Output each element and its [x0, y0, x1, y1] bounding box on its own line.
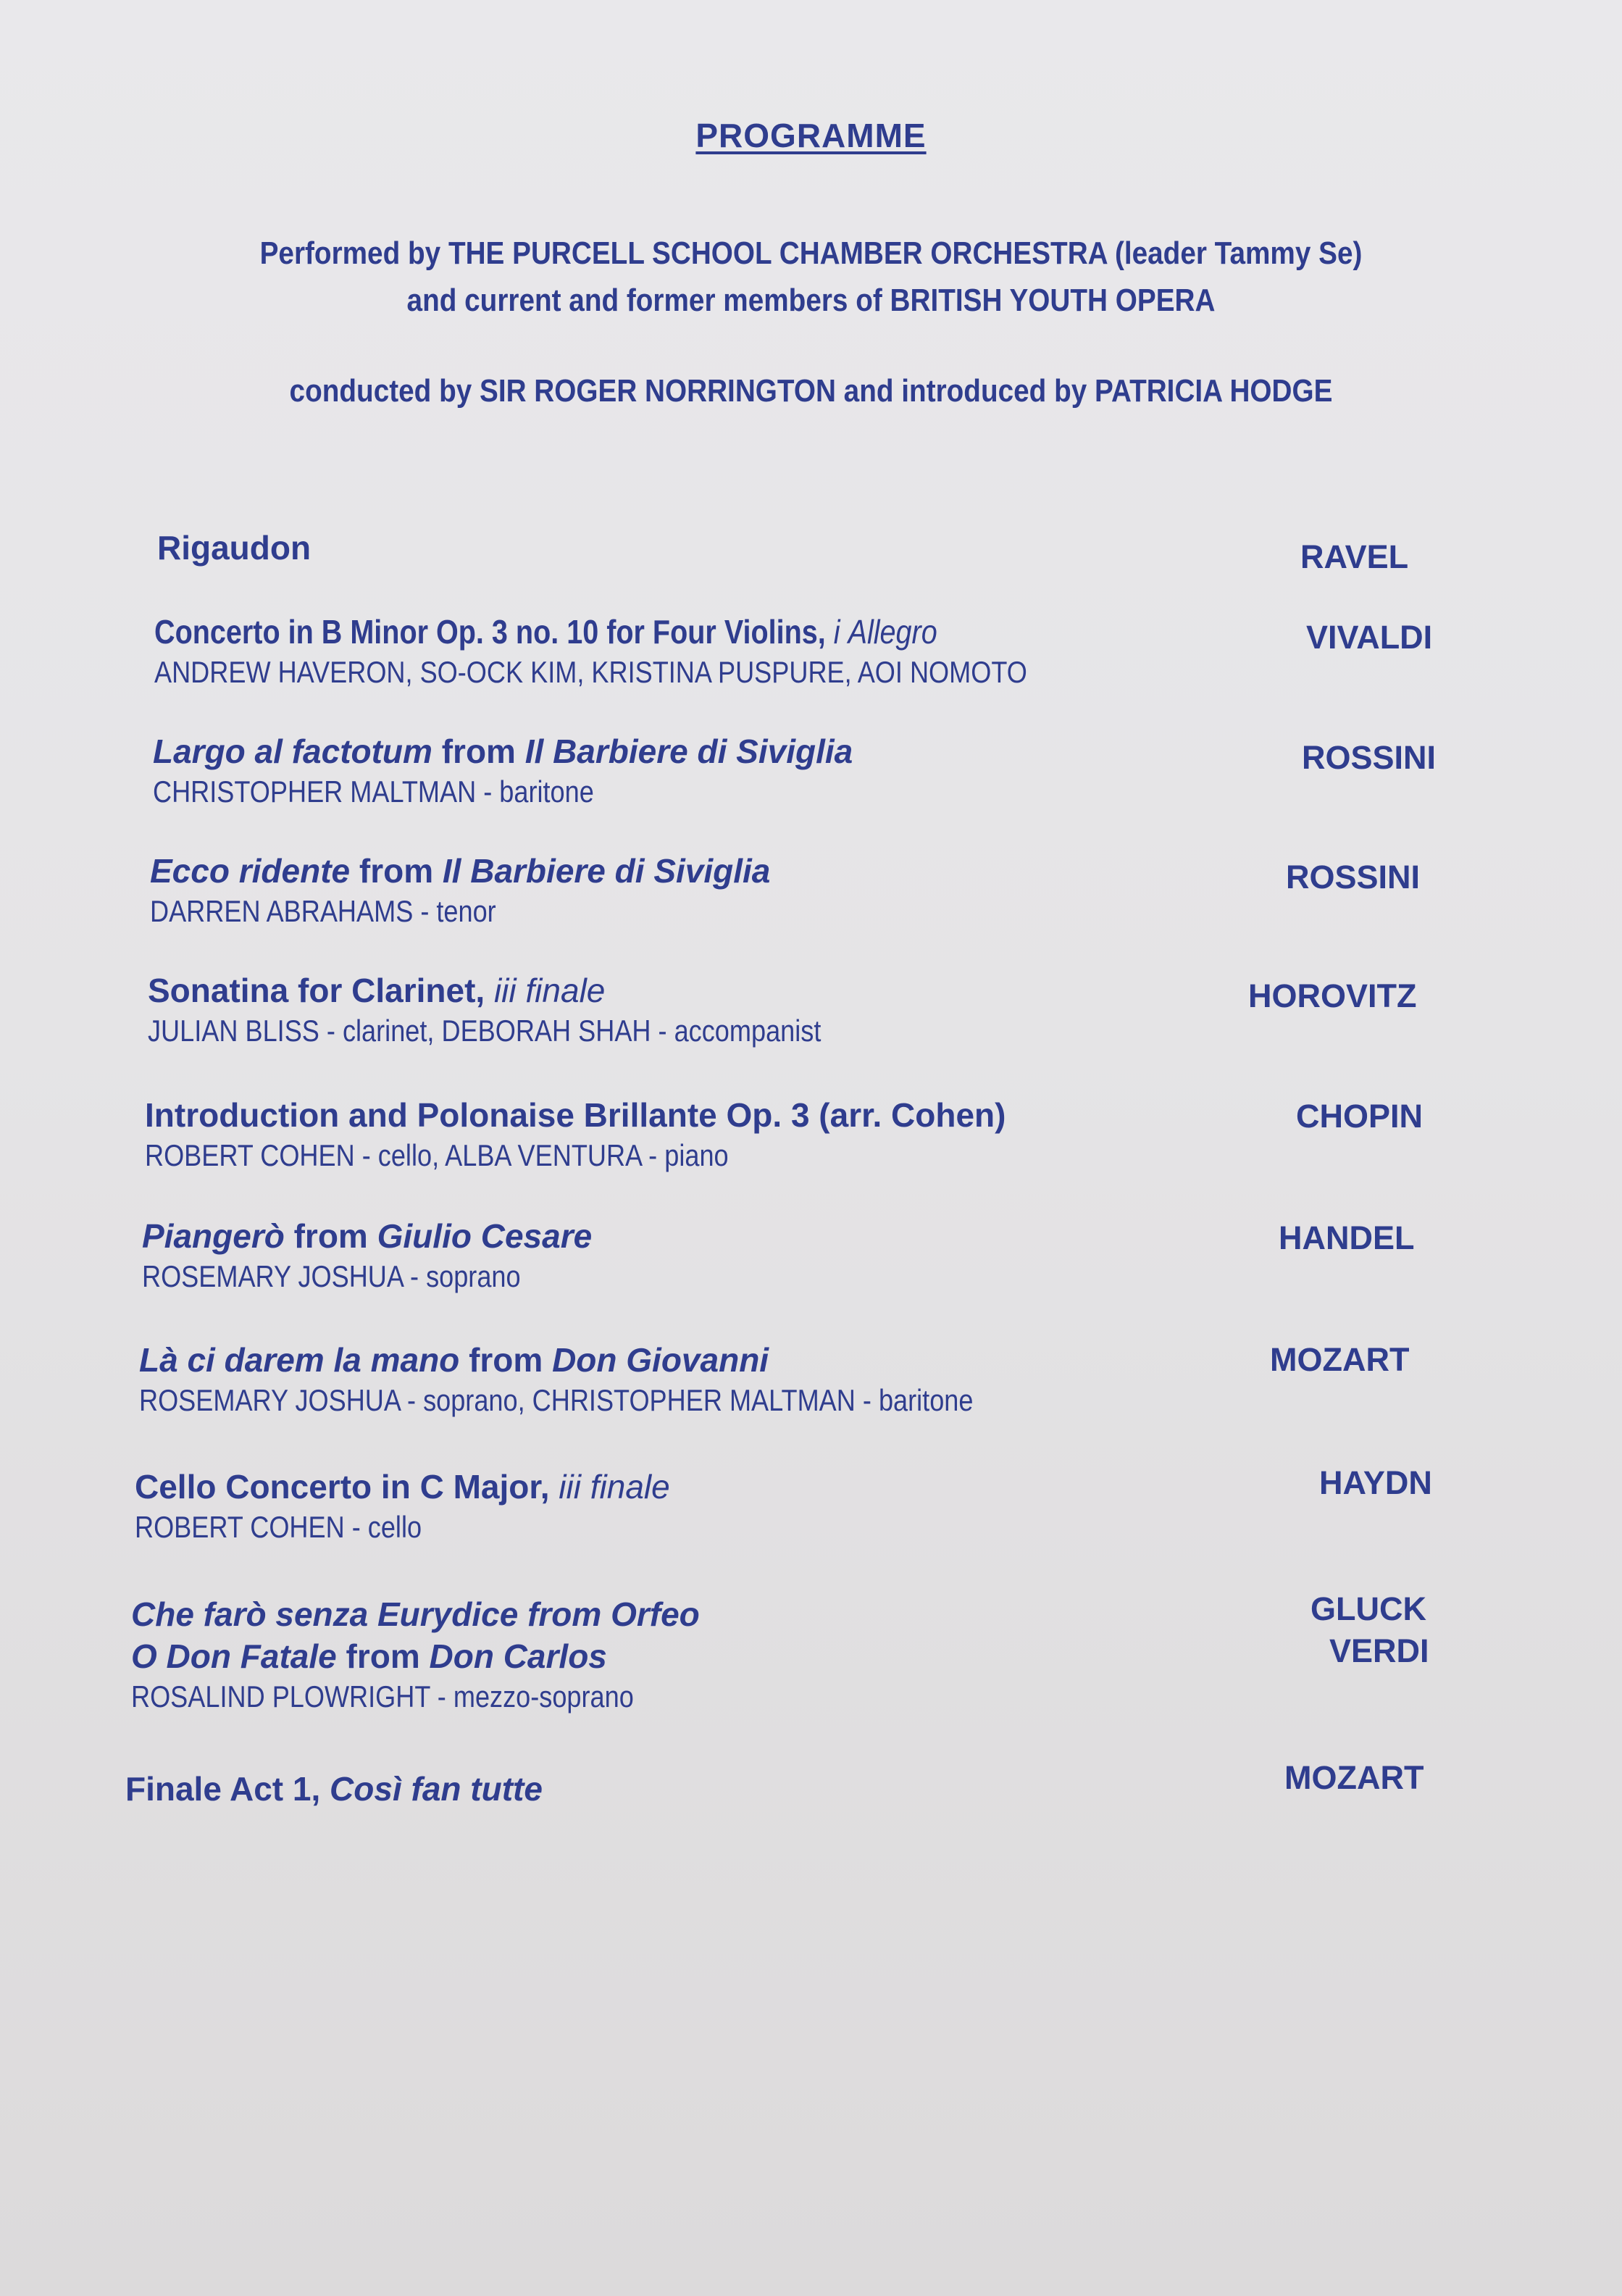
- programme-item: [157, 527, 311, 569]
- performers: ROSEMARY JOSHUA - soprano: [142, 1259, 521, 1293]
- composer-name: MOZART: [1284, 1759, 1424, 1796]
- composer-name: GLUCK: [1310, 1590, 1426, 1627]
- work-title: Concerto in B Minor Op. 3 no. 10 for Four Violins, i Allegro: [154, 613, 937, 651]
- work-title: Introduction and Polonaise Brillante Op. 3 (arr. Cohen): [145, 1096, 1006, 1134]
- composer-name: HANDEL: [1279, 1219, 1415, 1256]
- programme-item: [148, 969, 931, 1051]
- programme-item: [142, 1215, 592, 1296]
- composer-name: HAYDN: [1319, 1464, 1432, 1501]
- performers: JULIAN BLISS - clarinet, DEBORAH SHAH - accompanist: [148, 1014, 822, 1048]
- programme-item: [139, 1339, 1109, 1420]
- composer-name: VIVALDI: [1306, 619, 1433, 656]
- performers: ROSEMARY JOSHUA - soprano, CHRISTOPHER MALTMAN - baritone: [139, 1383, 974, 1417]
- page-title: PROGRAMME: [695, 117, 927, 154]
- programme-item: [135, 1466, 670, 1547]
- performers: ROBERT COHEN - cello: [135, 1510, 422, 1544]
- programme-item: [154, 611, 1169, 692]
- programme-item: [153, 730, 853, 811]
- programme-item: [145, 1094, 1006, 1175]
- performers: ROBERT COHEN - cello, ALBA VENTURA - piano: [145, 1138, 729, 1172]
- programme-item: [125, 1768, 543, 1810]
- composer-name: ROSSINI: [1286, 859, 1421, 896]
- composer-name: RAVEL: [1300, 538, 1409, 575]
- composer-name: VERDI: [1329, 1632, 1429, 1669]
- work-title: Cello Concerto in C Major, iii finale: [135, 1468, 670, 1506]
- credits-members: and current and former members of BRITISH YOUTH OPERA: [406, 283, 1216, 318]
- performers: ANDREW HAVERON, SO-OCK KIM, KRISTINA PUSPURE, AOI NOMOTO: [154, 655, 1027, 689]
- performers: CHRISTOPHER MALTMAN - baritone: [153, 775, 594, 809]
- performers: ROSALIND PLOWRIGHT - mezzo-soprano: [131, 1679, 634, 1713]
- composer-name: ROSSINI: [1302, 739, 1437, 776]
- programme-item: [150, 850, 770, 931]
- programme-item: [131, 1593, 716, 1716]
- performers: DARREN ABRAHAMS - tenor: [150, 894, 496, 928]
- work-title: Là ci darem la mano from Don Giovanni: [139, 1341, 769, 1379]
- credits-performed-by: Performed by THE PURCELL SCHOOL CHAMBER ORCHESTRA (leader Tammy Se): [259, 235, 1363, 271]
- work-title: O Don Fatale from Don Carlos: [131, 1637, 607, 1675]
- work-title: Largo al factotum from Il Barbiere di Siviglia: [153, 732, 853, 770]
- work-title: Che farò senza Eurydice from Orfeo: [131, 1595, 700, 1633]
- work-title: Sonatina for Clarinet, iii finale: [148, 972, 606, 1009]
- work-title: Finale Act 1, Così fan tutte: [125, 1770, 543, 1808]
- credits-conductor: conducted by SIR ROGER NORRINGTON and introduced by PATRICIA HODGE: [289, 373, 1333, 409]
- composer-name: CHOPIN: [1296, 1098, 1424, 1135]
- composer-name: MOZART: [1270, 1341, 1410, 1378]
- work-title: Ecco ridente from Il Barbiere di Siviglia: [150, 852, 771, 890]
- work-title: Piangerò from Giulio Cesare: [142, 1217, 593, 1255]
- work-title: Rigaudon: [157, 529, 312, 567]
- composer-name: HOROVITZ: [1248, 977, 1417, 1014]
